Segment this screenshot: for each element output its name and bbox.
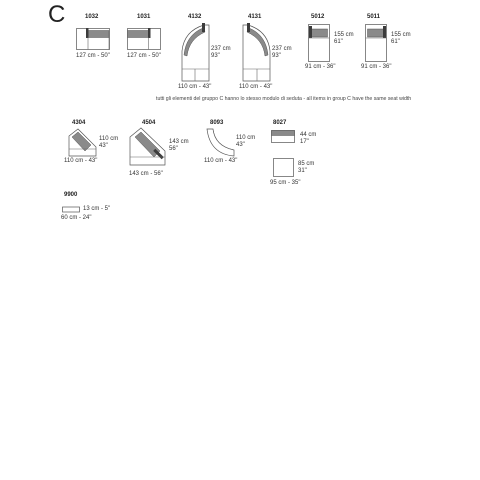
module-8027-depth: 95 cm - 35" [270,180,301,186]
module-4504-width-in: 56" [169,145,178,152]
module-1031-diagram [127,28,163,52]
module-4132-length-in: 93" [211,52,220,59]
module-8093-width-in: 43" [236,141,245,148]
module-code-8093: 8093 [210,120,224,126]
module-code-9900: 9900 [64,192,78,198]
module-4132-depth: 110 cm - 43" [178,84,212,90]
module-5011-length [391,32,411,46]
module-4131-diagram [241,23,273,83]
module-8027-length-cm: 85 cm [298,161,315,167]
module-1032-depth: 127 cm - 50" [76,53,110,59]
module-code-8027: 8027 [273,120,287,126]
module-5012-length-cm: 155 cm [334,32,354,38]
module-5012-length [334,32,354,46]
module-5012-depth: 91 cm - 36" [305,64,336,70]
module-8027-diagram-plan [273,158,295,178]
module-5011-length-cm: 155 cm [391,32,411,38]
module-code-5011: 5011 [367,14,381,20]
module-5012-length-in: 61" [334,38,343,45]
module-4131-length [272,46,292,60]
module-5011-length-in: 61" [391,38,400,45]
module-4131-length-in: 93" [272,52,281,59]
module-4304-diagram [68,128,98,158]
module-4304-width [99,136,118,150]
group-letter: C [48,1,66,28]
module-4132-length [211,46,231,60]
module-9900-width: 60 cm - 24" [61,215,92,221]
module-5011-depth: 91 cm - 36" [361,64,392,70]
module-code-4131: 4131 [248,14,262,20]
module-4504-width [169,139,189,153]
module-4304-width-cm: 110 cm [99,136,119,142]
module-4132-diagram [180,23,212,83]
module-4304-depth: 110 cm - 43" [64,158,98,164]
module-8093-width [236,135,255,149]
module-8027-height-in: 17" [300,138,309,145]
module-4504-diagram [129,127,167,167]
module-5012-diagram [308,24,332,64]
module-8027-diagram-top [271,130,297,144]
module-code-1032: 1032 [85,14,99,20]
module-8093-width-cm: 110 cm [236,135,256,141]
module-4131-length-cm: 237 cm [272,46,292,52]
module-4131-depth: 110 cm - 43" [239,84,273,90]
module-9900-diagram [62,206,82,214]
module-code-4304: 4304 [72,120,86,126]
module-8027-height [300,132,316,146]
module-8027-length-in: 31" [298,167,307,174]
group-note: tutti gli elementi del gruppo C hanno lo stesso modulo di seduta - all items in group C have the same seat width [156,96,412,102]
module-1031-depth: 127 cm - 50" [127,53,161,59]
module-8093-depth: 110 cm - 43" [204,158,238,164]
module-5011-diagram [365,24,389,64]
module-1032-diagram [76,28,112,52]
module-4132-length-cm: 237 cm [211,46,231,52]
module-code-5012: 5012 [311,14,325,20]
module-4504-width-cm: 143 cm [169,139,189,145]
module-code-4132: 4132 [188,14,202,20]
module-8093-diagram [206,128,236,158]
module-4304-width-in: 43" [99,142,108,149]
module-code-1031: 1031 [137,14,151,20]
module-4504-depth: 143 cm - 56" [129,171,163,177]
module-8027-height-cm: 44 cm [300,132,317,138]
module-8027-length [298,161,314,175]
module-9900-height: 13 cm - 5" [83,206,111,212]
module-code-4504: 4504 [142,120,156,126]
